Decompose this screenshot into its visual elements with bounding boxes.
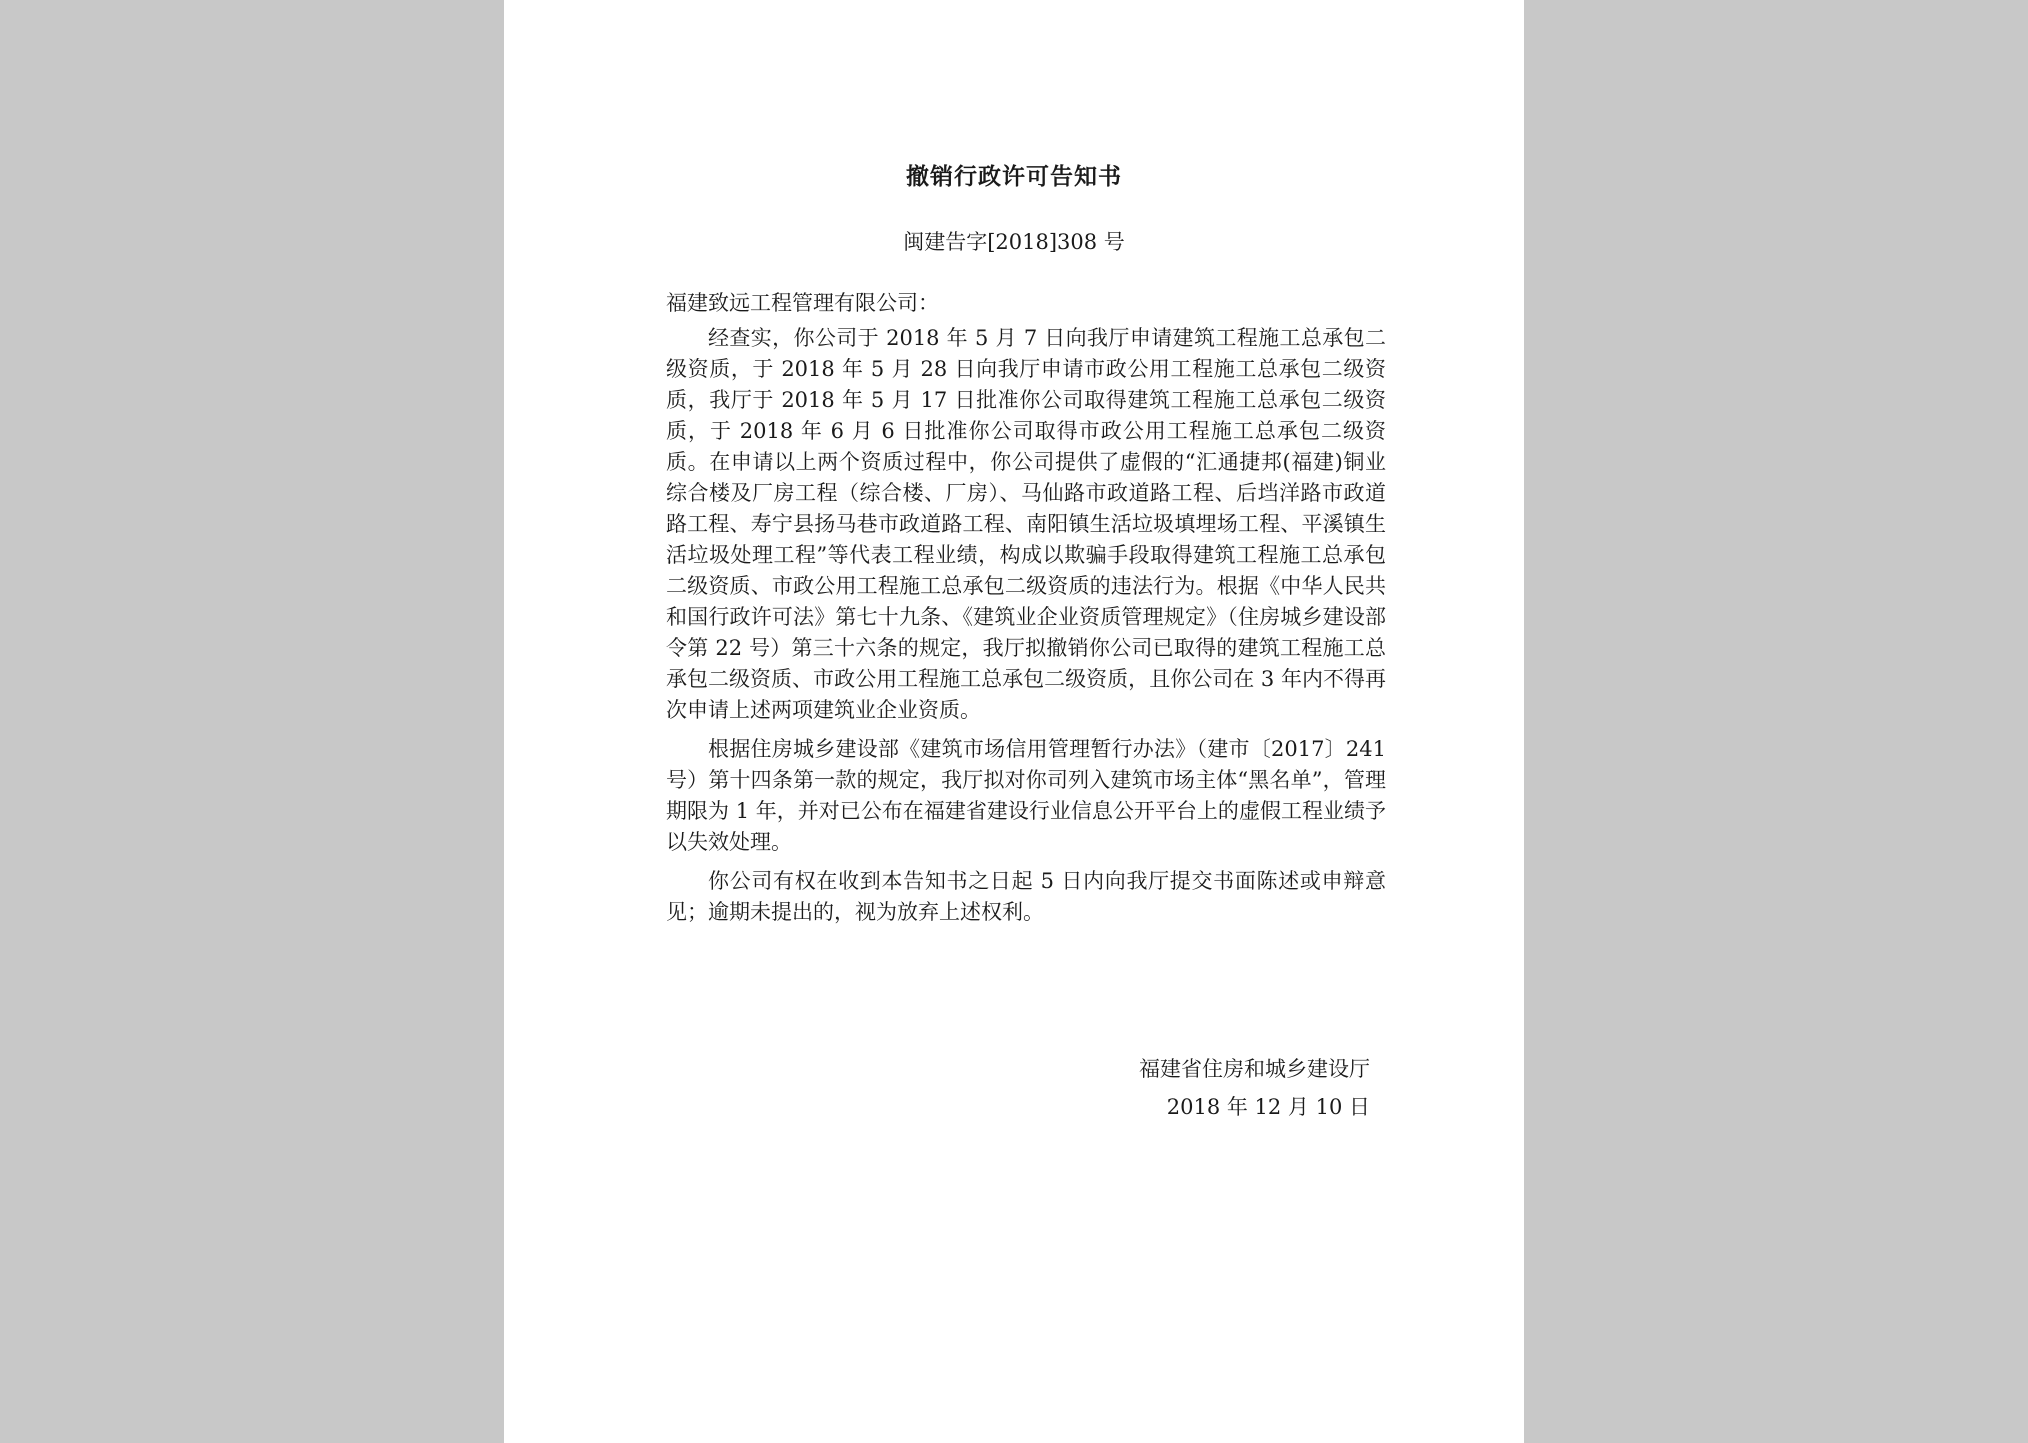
signature-block xyxy=(666,1050,1370,1126)
document-number: 闽建告字[2018]308 号 xyxy=(903,230,1125,254)
paragraph-rights: 你公司有权在收到本告知书之日起 5 日内向我厅提交书面陈述或申辩意见；逾期未提出的，视为放弃上述权利。 xyxy=(666,869,1386,924)
document-body xyxy=(666,288,1386,936)
issuer-name: 福建省住房和城乡建设厅 xyxy=(1139,1057,1370,1081)
paragraph-findings: 经查实，你公司于 2018 年 5 月 7 日向我厅申请建筑工程施工总承包二级资质，于 2018 年 5 月 28 日向我厅申请市政公用工程施工总承包二级资质，我厅于 2018 年 5 月 17 日批准你公司取得建筑工程施工总承包二级资质，于 2018 年 6 月 6 日批准你公司取得市政公用工程施工总承包二级资质。在申请以上两个资质过程中，你公司提供了虚假的“汇通捷邦(福建)铜业综合楼及厂房工程（综合楼、厂房）、马仙路市政道路工程、后垱洋路市政道路工程、寿宁县扬马巷市政道路工程、南阳镇生活垃圾填埋场工程、平溪镇生活垃圾处理工程”等代表工程业绩，构成以欺骗手段取得建筑工程施工总承包二级资质、市政公用工程施工总承包二级资质的违法行为。根据《中华人民共和国行政许可法》第七十九条、《建筑业企业资质管理规定》（住房城乡建设部令第 22 号）第三十六条的规定，我厅拟撤销你公司已取得的建筑工程施工总承包二级资质、市政公用工程施工总承包二级资质，且你公司在 3 年内不得再次申请上述两项建筑业企业资质。 xyxy=(666,326,1386,722)
document-title: 撤销行政许可告知书 xyxy=(906,163,1122,190)
paragraph-blacklist: 根据住房城乡建设部《建筑市场信用管理暂行办法》（建市〔2017〕241 号）第十四条第一款的规定，我厅拟对你司列入建筑市场主体“黑名单”，管理期限为 1 年，并对已公布在福建省建设行业信息公开平台上的虚假工程业绩予以失效处理。 xyxy=(666,737,1386,854)
document-page xyxy=(504,0,1524,1443)
issue-date: 2018 年 12 月 10 日 xyxy=(1166,1095,1370,1119)
addressee: 福建致远工程管理有限公司： xyxy=(666,291,939,315)
